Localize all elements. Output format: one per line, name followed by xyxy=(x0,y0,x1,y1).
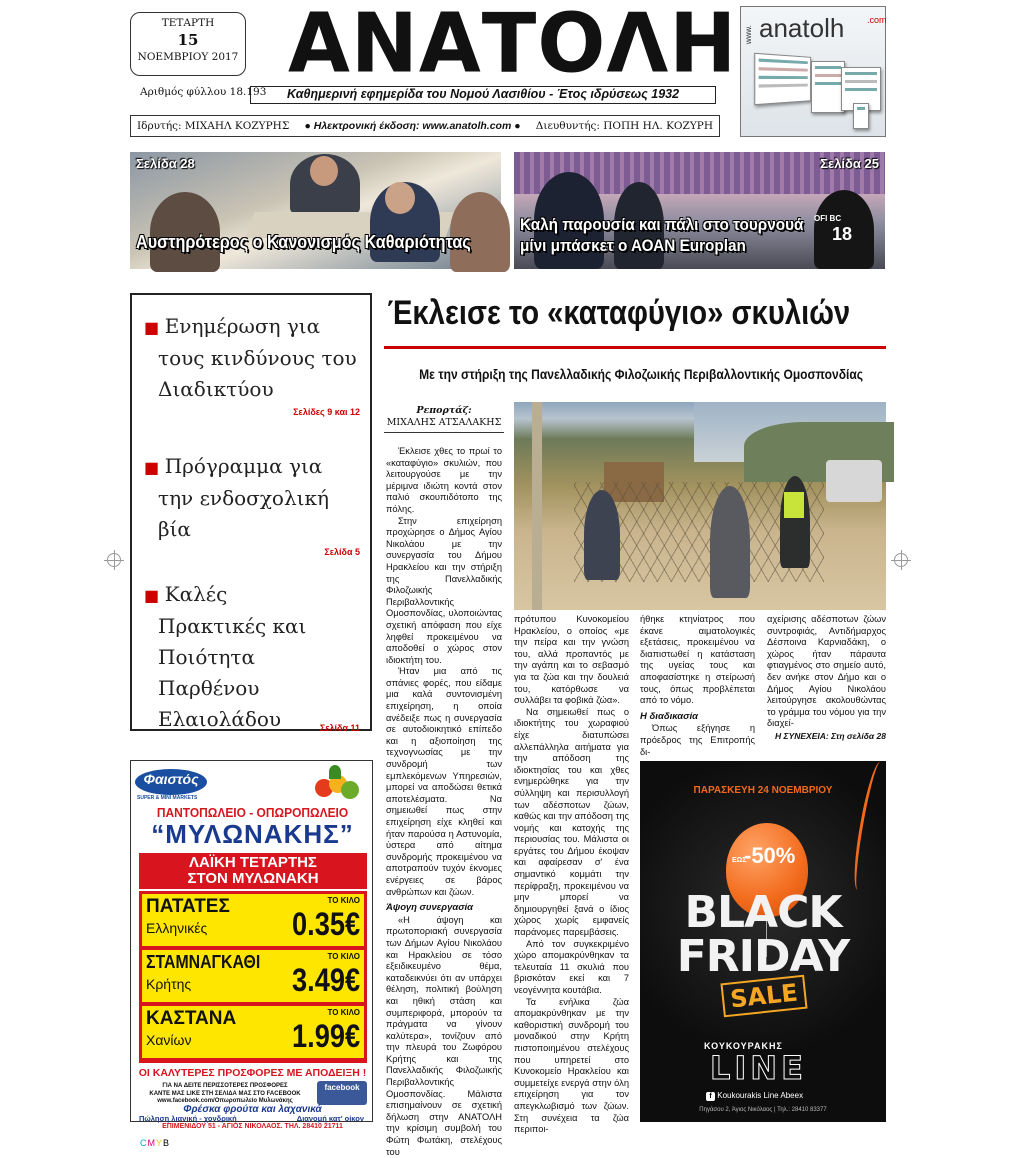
sales-right: Διανομή κατ' οίκον xyxy=(296,1114,364,1123)
teaser-item[interactable] xyxy=(144,451,360,579)
byline-name: ΜΙΧΑΛΗΣ ΑΤΣΑΛΑΚΗΣ xyxy=(386,417,502,428)
item-origin: Κρήτης xyxy=(146,976,192,992)
market-line: ΣΤΟΝ ΜΥΛΩΝΑΚΗ xyxy=(187,870,319,887)
website-prefix: www. xyxy=(744,25,753,45)
item-origin: Χανίων xyxy=(146,1032,192,1048)
color-bar xyxy=(140,1138,170,1148)
phone-icon xyxy=(853,103,869,129)
sales-left: Πώληση λιανική - χονδρική xyxy=(139,1114,237,1123)
person-photo xyxy=(310,156,338,186)
paragraph: Να σημειωθεί πως ο ιδιοκτήτης του χωραφιού είχε διατυπώσει αλλεπάλληλα αιτήματα για την απόδοση της ιδιοκτησίας του και χθες ενημερώθηκε για την σύλληψη και περισυλλογή των αδέσποτων ζώων, καθώς και την απόδοση της νομής και κατοχής της περιουσίας του. Μάλιστα οι εργάτες του Δήμου έκοψαν και αφαίρεσαν σ' ένα σημαντικό κομμάτι την περίφραξη, προκειμένου να μην μπορεί να δημιουργηθεί ξανά ο ίδιος χώρος χωρίς εμφανείς παράνομες παρεμβάσεις. xyxy=(514,706,629,938)
founder: Ιδρυτής: ΜΙΧΑΗΛ ΚΟΖΥΡΗΣ xyxy=(137,120,290,132)
paragraph: «Η άψογη και πρωτοποριακή συνεργασία των Δήμων Αγίου Νικολάου και Ηρακλείου σε τόσο εξειδικευμένο θέμα, καταδεικνύει ότι αν υπάρχει θέληση, πολιτική βούληση και ηθική στάση και συμπεριφορά, μπορούν τα πράγματα να γίνουν καλύτερα», τονίζουν από την πλευρά του Ζωφόρου Κρήτης και της Πανελλαδικής Φιλοζωικής Περιβαλλοντικής Ομοσπονδίας. Μάλιστα επισημαίνουν σε σχετική δήλωση στην ΑΝΑΤΟΛΗ την κρίσιμη συμβολή του Φώτη Φωτάκη, στελέχους του xyxy=(386,914,502,1157)
teaser-text: Πρόγραμμα για την ενδοσχολική βία xyxy=(158,454,329,541)
website-logo: anatolh xyxy=(759,13,845,43)
director: Διευθυντής: ΠΟΠΗ ΗΛ. ΚΟΖΥΡΗ xyxy=(535,120,713,132)
paragraph: αχείρισης αδέσποτων ζώων συντροφιάς, Αντιδήμαρχος Δέσποινα Καρνιαδάκη, ο χώρος ήταν πάραυτα φτιαγμένος στο σημείο αυτό, δεν ανήκε στον Δήμο και ο Δήμος Αγίου Νικολάου λειτούργησε ακολουθώντας το γράμμα του νόμου για την διαχεί- xyxy=(767,614,886,729)
website-promo[interactable] xyxy=(740,6,886,137)
facebook-line xyxy=(706,1091,803,1101)
website-tld: .com xyxy=(867,15,887,25)
laptop-icon xyxy=(754,53,811,105)
shop-name: “ΜΥΛΩΝΑΚΗΣ” xyxy=(151,819,354,849)
discount: -50% xyxy=(744,843,796,868)
banner-mini-basketball[interactable] xyxy=(514,152,885,269)
brand-line-logo: LINE xyxy=(710,1049,807,1087)
market-banner xyxy=(139,853,367,889)
fb-badge-text: facebook xyxy=(324,1083,360,1092)
paragraph: Έκλεισε χθες το πρωί το «καταφύγιο» σκυλιών, που λειτουργούσε με την μέριμνα ιδιώτη κοντά στον παλιό σκουπιδότοπο της πόλης. xyxy=(386,446,502,514)
edition-link[interactable]: ● Ηλεκτρονική έκδοση: www.anatolh.com ● xyxy=(304,120,521,132)
item-name: ΠΑΤΑΤΕΣ xyxy=(146,896,230,917)
article-photo xyxy=(514,402,886,610)
ad-date: ΠΑΡΑΣΚΕΥΗ 24 ΝΟΕΜΒΡΙΟΥ xyxy=(693,785,833,796)
teaser-title xyxy=(144,451,360,545)
date-box xyxy=(130,12,246,76)
item-unit: ΤΟ ΚΙΛΟ xyxy=(327,952,360,961)
registration-mark-icon xyxy=(107,553,121,567)
bullet-icon: ■ xyxy=(144,586,165,605)
item-name: ΚΑΣΤΑΝΑ xyxy=(146,1008,237,1029)
day-number: 15 xyxy=(177,31,199,49)
banner-cleaning-regulation[interactable] xyxy=(130,152,501,269)
cmyb-b: B xyxy=(163,1138,171,1148)
cmyb-c: C xyxy=(140,1138,148,1148)
ad-address: Πηγάσου 2, Άγιος Νικόλαος | Τηλ.: 28410 83377 xyxy=(699,1107,827,1113)
article-column-1 xyxy=(386,446,502,1157)
faistos-logo xyxy=(135,769,207,795)
brand-small: ΚΟΥΚΟΥΡΑΚΗΣ xyxy=(704,1041,783,1051)
sheet-number: Αριθμός φύλλου 18.193 xyxy=(140,86,267,98)
teaser-text: Ενημέρωση για τους κινδύνους του Διαδικτύου xyxy=(158,314,357,401)
paragraph: πρότυπου Κυνοκομείου Ηρακλείου, ο οποίος «με την πείρα και την γνώση του, αλλά προπαντός με την αγάπη και το σεβασμό για τα ζώα και την δουλειά του, κατόρθωσε να συλλάβει τα φοβικά ζώα». xyxy=(514,614,629,706)
item-unit: ΤΟ ΚΙΛΟ xyxy=(327,1008,360,1017)
teaser-title xyxy=(144,579,360,735)
subheading: Η διαδικασία xyxy=(640,710,699,722)
teaser-pages: Σελίδα 5 xyxy=(324,547,360,557)
byline-label: Ρεπορτάζ: xyxy=(416,405,472,416)
black-friday-ad[interactable] xyxy=(640,761,886,1122)
banner-title-line: Καλή παρουσία και πάλι στο τουρνουά xyxy=(520,215,804,234)
jersey-team: OFI BC xyxy=(814,214,842,223)
banner-page: Σελίδα 25 xyxy=(820,156,879,171)
banner-title xyxy=(520,214,803,256)
item-unit: ΤΟ ΚΙΛΟ xyxy=(327,896,360,905)
byline xyxy=(384,405,504,433)
tagline: Καθημερινή εφημερίδα του Νομού Λασιθίου - Έτος ιδρύσεως 1932 xyxy=(250,86,716,104)
teaser-item[interactable] xyxy=(144,311,360,451)
item-origin: Ελληνικές xyxy=(146,920,208,936)
tablet-icon xyxy=(811,61,845,113)
fb-line: ΚΑΝΤΕ ΜΑΣ LIKE ΣΤΗ ΣΕΛΙΔΑ ΜΑΣ ΣΤΟ FACEBOOK xyxy=(149,1090,301,1097)
paragraph: Τα ενήλικα ζώα απομακρύνθηκαν με την καθοριστική συνδρομή του μοναδικού στην Κρήτη πιστοποιημένου στελέχους που υπηρετεί στο Κυνοκομείο Ηρακλείου και συμμετείχε ενεργά στην όλη επιχείρηση για τον απεγκλωβισμό των ζώων. Στη συνέχεια τα ζώα περιποι- xyxy=(514,996,629,1135)
facebook-icon[interactable] xyxy=(317,1081,367,1105)
market-line: ΛΑΪΚΗ ΤΕΤΑΡΤΗΣ xyxy=(189,854,317,871)
jersey-number: 18 xyxy=(832,224,853,244)
article-headline: Έκλεισε το «καταφύγιο» σκυλιών xyxy=(387,294,851,332)
paragraph: Στην επιχείρηση προχώρησε ο Δήμος Αγίου Νικολάου με την συνεργασία του Δήμου Ηρακλείου και την στήριξη της Πανελλαδικής Φιλοζωικής Περιβαλλοντικής Ομοσπονδίας, υλοποιώντας σχετική απόφαση που είχε ληφθεί προκειμένου να αποδοθεί ο χώρος στον ιδιοκτήτη του. xyxy=(386,515,502,665)
paragraph: ήθηκε κτηνίατρος που έκανε αιματολογικές εξετάσεις, προκειμένου να διαπιστωθεί η κατάσταση της υγείας τους και αποφασίστηκε η στείρωσή τους, όπως προβλέπεται από το νόμο. xyxy=(640,614,755,706)
bullet-icon: ■ xyxy=(144,318,165,337)
teaser-pages: Σελίδες 9 και 12 xyxy=(293,407,360,417)
cmyb-m: M xyxy=(147,1138,156,1148)
sale-badge: SALE xyxy=(720,975,807,1018)
registration-mark-icon xyxy=(894,553,908,567)
newspaper-title: ΑΝΑΤΟΛΗ xyxy=(288,0,738,91)
ad-slogan: ΟΙ ΚΑΛΥΤΕΡΕΣ ΠΡΟΣΦΟΡΕΣ ΜΕ ΑΠΟΔΕΙΞΗ ! xyxy=(138,1067,367,1079)
fb-url[interactable]: www.facebook.com/Οπωροπωλείο Μυλωνάκης xyxy=(157,1098,293,1104)
teaser-pages: Σελίδα 11 xyxy=(319,723,360,733)
paragraph: Από τον συγκεκριμένο χώρο απομακρύνθηκαν τα τελευταία 11 σκυλιά που βρισκόταν εκεί και 7 νεογέννητα κουτάβια. xyxy=(514,938,629,995)
price-list xyxy=(139,891,367,1063)
continued-link[interactable]: Η ΣΥΝΕΧΕΙΑ: Στη σελίδα 28 xyxy=(775,730,886,741)
pole-photo xyxy=(532,402,542,610)
worker-photo xyxy=(780,476,810,568)
weekday: ΤΕΤΑΡΤΗ xyxy=(161,17,215,29)
grocery-ad[interactable] xyxy=(130,760,373,1130)
teaser-title xyxy=(144,311,360,405)
banner-title-line: μίνι μπάσκετ ο ΑΟΑΝ Europlan xyxy=(520,236,746,255)
vest-photo xyxy=(784,492,804,518)
truck-photo xyxy=(826,460,882,502)
cmyb-y: Y xyxy=(156,1138,164,1148)
price-row xyxy=(142,1006,364,1058)
article-subhead: Με την στήριξη της Πανελλαδικής Φιλοζωικής Περιβαλλοντικής Ομοσπονδίας xyxy=(419,366,864,382)
teaser-item[interactable] xyxy=(144,579,360,733)
item-price: 1.99€ xyxy=(291,1018,360,1054)
teaser-text: Καλές Πρακτικές και Ποιότητα Παρθένου Ελαιολάδου xyxy=(158,582,307,731)
fresh-line: Φρέσκα φρούτα και λαχανικά xyxy=(183,1104,322,1115)
article-column-4 xyxy=(767,614,886,752)
item-name: ΣΤΑΜΝΑΓΚΑΘΙ xyxy=(146,952,261,972)
title-line: BLACK xyxy=(684,887,842,938)
banner-page: Σελίδα 28 xyxy=(136,156,195,171)
ad-line1: ΠΑΝΤΟΠΩΛΕΙΟ - ΟΠΩΡΟΠΩΛΕΙΟ xyxy=(156,805,349,820)
ad-address: ΕΠΙΜΕΝΙΔΟΥ 51 - ΑΓΙΟΣ ΝΙΚΟΛΑΟΣ. ΤΗΛ. 28410 21711 xyxy=(162,1123,343,1130)
facebook-name[interactable]: Koukourakis Line Abeex xyxy=(717,1091,804,1100)
facebook-icon: f xyxy=(706,1092,715,1101)
item-price: 0.35€ xyxy=(291,906,360,942)
worker-photo xyxy=(710,486,750,598)
brand-name: Φαιστός xyxy=(143,771,199,787)
paragraph: Ήταν μια από τις σπάνιες φορές, που είδαμε μια καλά συντονισμένη επιχείρηση, η οποία ανέδειξε πως η συνεργασία σε αυτοδιοικητικό επίπεδο και η αξιοποίηση της τεχνογνωσίας με την συνδρομή των εμπλεκόμενων Υπηρεσιών, μπορεί να αποδώσει θετικά αποτελέσματα. Να σημειωθεί πως στην επιχείρηση είχε κληθεί και ήταν παρούσα η Αστυνομία, ύστερα από αίτημα συνδρομής προκειμένου να αποτραπούν τυχόν έκνομες ενέργειες σε βάρος ανθρώπων και ζώων. xyxy=(386,666,502,897)
info-bar xyxy=(130,115,720,137)
article-column-2 xyxy=(514,614,629,1135)
headline-rule xyxy=(384,346,886,349)
fb-line: ΓΙΑ ΝΑ ΔΕΙΤΕ ΠΕΡΙΣΣΟΤΕΡΕΣ ΠΡΟΣΦΟΡΕΣ xyxy=(162,1083,288,1089)
worker-photo xyxy=(584,490,620,580)
black-friday-title xyxy=(640,887,886,982)
facebook-info xyxy=(137,1083,313,1106)
person-photo xyxy=(385,182,415,214)
title-line: FRIDAY xyxy=(676,931,850,982)
brand-sub: SUPER & MINI MARKETS xyxy=(137,795,198,801)
paragraph: Όπως εξήγησε η πρόεδρος της Επιτροπής δι- xyxy=(640,723,755,757)
bullet-icon: ■ xyxy=(144,458,165,477)
article-column-3 xyxy=(640,614,755,757)
month-year: ΝΟΕΜΒΡΙΟΥ 2017 xyxy=(137,51,239,63)
item-price: 3.49€ xyxy=(291,962,360,998)
price-row xyxy=(142,894,364,946)
teaser-box xyxy=(130,293,372,731)
fruit-basket-icon xyxy=(311,765,367,803)
subheading: Άψογη συνεργασία xyxy=(386,902,474,914)
upto-label: ΕΩΣ xyxy=(732,857,747,864)
price-row xyxy=(142,950,364,1002)
banner-title: Αυστηρότερος ο Κανονισμός Καθαριότητας xyxy=(136,232,471,252)
